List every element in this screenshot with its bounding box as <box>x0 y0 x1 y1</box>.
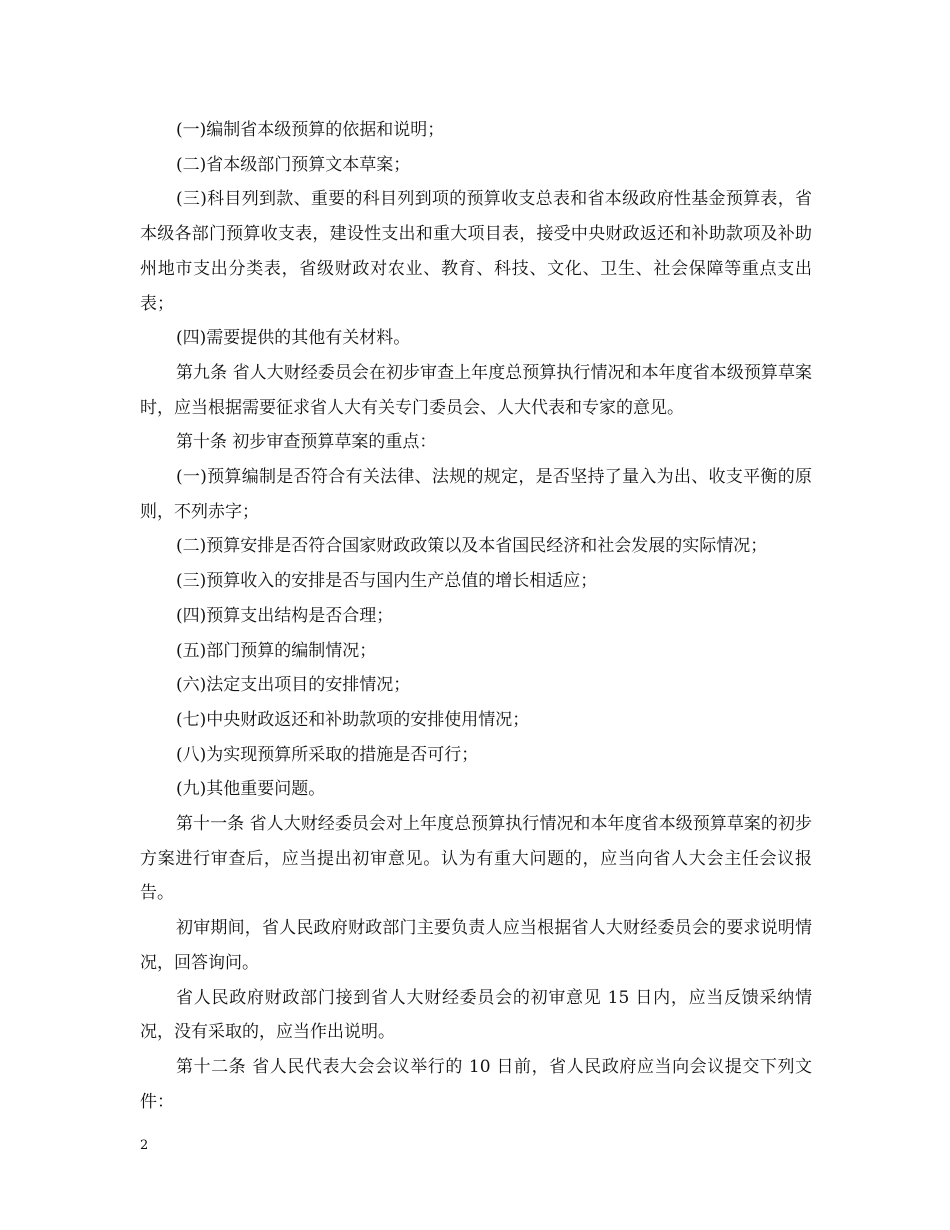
paragraph: 第十一条 省人大财经委员会对上年度总预算执行情况和本年度省本级预算草案的初步方案进行审查后，应当提出初审意见。认为有重大问题的，应当向省人大会主任会议报告。 <box>140 814 812 904</box>
paragraph: (三)预算收入的安排是否与国内生产总值的增长相适应； <box>176 571 598 592</box>
paragraph: (九)其他重要问题。 <box>176 779 326 800</box>
paragraph: 第十二条 省人民代表大会会议举行的 10 日前，省人民政府应当向会议提交下列文件： <box>140 1056 812 1112</box>
paragraph: (一)预算编制是否符合有关法律、法规的规定，是否坚持了量入为出、收支平衡的原则，不列赤字； <box>140 467 812 522</box>
paragraph: (四)预算支出结构是否合理； <box>176 605 394 626</box>
page-number: 2 <box>140 1138 149 1153</box>
paragraph: (六)法定支出项目的安排情况； <box>176 675 411 696</box>
paragraph: (四)需要提供的其他有关材料。 <box>176 328 411 349</box>
paragraph: (五)部门预算的编制情况； <box>176 640 377 661</box>
paragraph: 初审期间，省人民政府财政部门主要负责人应当根据省人大财经委员会的要求说明情况，回答询问。 <box>140 918 812 973</box>
paragraph: (三)科目列到款、重要的科目列到项的预算收支总表和省本级政府性基金预算表，省本级各部门预算收支表，建设性支出和重大项目表，接受中央财政返还和补助款项及补助州地市支出分类表，省级财政对农业、教育、科技、文化、卫生、社会保障等重点支出表； <box>140 189 812 314</box>
paragraph: (一)编制省本级预算的依据和说明； <box>176 120 445 140</box>
paragraph: 第九条 省人大财经委员会在初步审查上年度总预算执行情况和本年度省本级预算草案时，应当根据需要征求省人大有关专门委员会、人大代表和专家的意见。 <box>140 362 812 418</box>
paragraph: (七)中央财政返还和补助款项的安排使用情况； <box>176 709 530 730</box>
paragraph: (二)省本级部门预算文本草案； <box>176 154 411 175</box>
paragraph: (八)为实现预算所采取的措施是否可行； <box>176 744 479 765</box>
paragraph: 第十条 初步审查预算草案的重点： <box>176 432 437 453</box>
paragraph: 省人民政府财政部门接到省人大财经委员会的初审意见 15 日内，应当反馈采纳情况，没有采取的，应当作出说明。 <box>140 987 812 1043</box>
document-body <box>140 113 812 1119</box>
paragraph: (二)预算安排是否符合国家财政政策以及本省国民经济和社会发展的实际情况； <box>176 536 768 557</box>
